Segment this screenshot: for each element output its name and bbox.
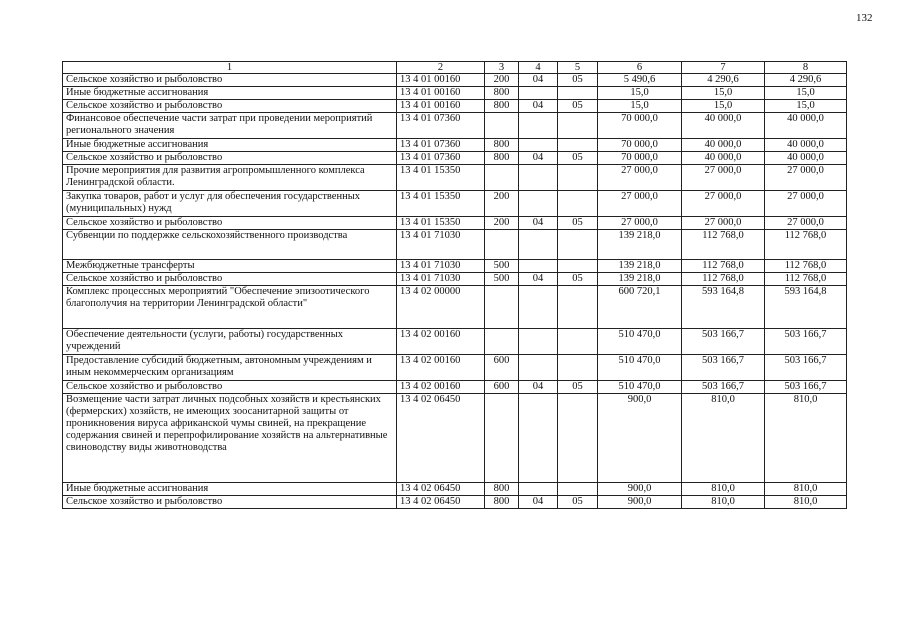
row-amount-year2-cell: 27 000,0 — [682, 191, 765, 217]
row-section-cell — [519, 394, 558, 483]
row-amount-year1-cell: 900,0 — [598, 483, 682, 496]
row-amount-year3-cell: 27 000,0 — [765, 191, 847, 217]
row-name-cell: Прочие мероприятия для развития агропромышленного комплекса Ленинградской области. — [63, 165, 397, 191]
row-amount-year2-cell: 503 166,7 — [682, 381, 765, 394]
budget-table — [62, 61, 847, 509]
row-section-cell: 04 — [519, 152, 558, 165]
table-row — [63, 191, 847, 217]
row-amount-year2-cell: 4 290,6 — [682, 74, 765, 87]
row-code-cell: 13 4 01 07360 — [397, 139, 485, 152]
table-row — [63, 152, 847, 165]
row-expense-type-cell: 800 — [485, 100, 519, 113]
row-section-cell: 04 — [519, 381, 558, 394]
row-name-cell: Иные бюджетные ассигнования — [63, 87, 397, 100]
row-amount-year2-cell: 15,0 — [682, 87, 765, 100]
row-expense-type-cell: 200 — [485, 191, 519, 217]
table-row — [63, 496, 847, 509]
row-amount-year3-cell: 503 166,7 — [765, 355, 847, 381]
row-subsection-cell — [558, 394, 598, 483]
row-amount-year1-cell: 70 000,0 — [598, 139, 682, 152]
row-section-cell — [519, 260, 558, 273]
row-amount-year2-cell: 112 768,0 — [682, 230, 765, 260]
row-amount-year1-cell: 139 218,0 — [598, 230, 682, 260]
row-amount-year1-cell: 5 490,6 — [598, 74, 682, 87]
row-amount-year3-cell: 112 768,0 — [765, 230, 847, 260]
row-name-cell: Межбюджетные трансферты — [63, 260, 397, 273]
row-amount-year1-cell: 27 000,0 — [598, 165, 682, 191]
row-expense-type-cell: 500 — [485, 260, 519, 273]
row-name-cell: Сельское хозяйство и рыболовство — [63, 496, 397, 509]
row-code-cell: 13 4 01 15350 — [397, 217, 485, 230]
row-amount-year1-cell: 27 000,0 — [598, 217, 682, 230]
row-amount-year2-cell: 27 000,0 — [682, 165, 765, 191]
header-row — [63, 62, 847, 74]
row-section-cell: 04 — [519, 217, 558, 230]
table-row — [63, 260, 847, 273]
table-row — [63, 139, 847, 152]
row-amount-year1-cell: 139 218,0 — [598, 273, 682, 286]
row-amount-year1-cell: 600 720,1 — [598, 286, 682, 329]
table-row — [63, 483, 847, 496]
row-section-cell — [519, 191, 558, 217]
row-code-cell: 13 4 02 06450 — [397, 496, 485, 509]
header-cell: 2 — [397, 62, 485, 74]
row-name-cell: Возмещение части затрат личных подсобных хозяйств и крестьянских (фермерских) хозяйств, не имеющих зоосанитарной защиты от проникновения вируса африканской чумы свиней, на прекращение содержания свиней и перепрофилирование хозяйств на альтернативные свиноводству виды животноводства — [63, 394, 397, 483]
row-subsection-cell: 05 — [558, 381, 598, 394]
row-expense-type-cell: 800 — [485, 87, 519, 100]
row-subsection-cell: 05 — [558, 217, 598, 230]
row-section-cell: 04 — [519, 496, 558, 509]
row-amount-year3-cell: 15,0 — [765, 87, 847, 100]
row-amount-year3-cell: 40 000,0 — [765, 113, 847, 139]
row-amount-year3-cell: 4 290,6 — [765, 74, 847, 87]
row-amount-year3-cell: 15,0 — [765, 100, 847, 113]
table-row — [63, 165, 847, 191]
row-amount-year1-cell: 510 470,0 — [598, 381, 682, 394]
row-expense-type-cell: 600 — [485, 381, 519, 394]
row-section-cell — [519, 286, 558, 329]
row-expense-type-cell: 800 — [485, 496, 519, 509]
row-amount-year2-cell: 40 000,0 — [682, 152, 765, 165]
row-expense-type-cell: 500 — [485, 273, 519, 286]
row-name-cell: Финансовое обеспечение части затрат при проведении мероприятий регионального значения — [63, 113, 397, 139]
row-expense-type-cell — [485, 230, 519, 260]
row-amount-year3-cell: 810,0 — [765, 483, 847, 496]
row-expense-type-cell — [485, 329, 519, 355]
row-subsection-cell — [558, 165, 598, 191]
row-subsection-cell — [558, 113, 598, 139]
row-subsection-cell: 05 — [558, 74, 598, 87]
header-cell: 7 — [682, 62, 765, 74]
row-amount-year3-cell: 810,0 — [765, 496, 847, 509]
row-name-cell: Иные бюджетные ассигнования — [63, 139, 397, 152]
row-subsection-cell — [558, 260, 598, 273]
row-subsection-cell — [558, 286, 598, 329]
row-subsection-cell — [558, 483, 598, 496]
row-expense-type-cell — [485, 113, 519, 139]
row-expense-type-cell: 800 — [485, 483, 519, 496]
row-amount-year2-cell: 112 768,0 — [682, 260, 765, 273]
row-name-cell: Предоставление субсидий бюджетным, автономным учреждениям и иным некоммерческим организациям — [63, 355, 397, 381]
row-amount-year1-cell: 70 000,0 — [598, 113, 682, 139]
row-code-cell: 13 4 01 00160 — [397, 74, 485, 87]
row-amount-year2-cell: 810,0 — [682, 394, 765, 483]
row-section-cell — [519, 329, 558, 355]
row-subsection-cell — [558, 355, 598, 381]
row-name-cell: Субвенции по поддержке сельскохозяйственного производства — [63, 230, 397, 260]
header-cell: 3 — [485, 62, 519, 74]
row-section-cell: 04 — [519, 273, 558, 286]
row-amount-year2-cell: 112 768,0 — [682, 273, 765, 286]
row-amount-year2-cell: 40 000,0 — [682, 139, 765, 152]
row-name-cell: Сельское хозяйство и рыболовство — [63, 381, 397, 394]
row-code-cell: 13 4 02 06450 — [397, 394, 485, 483]
row-amount-year3-cell: 112 768,0 — [765, 260, 847, 273]
row-amount-year1-cell: 139 218,0 — [598, 260, 682, 273]
row-code-cell: 13 4 02 00160 — [397, 381, 485, 394]
row-amount-year3-cell: 810,0 — [765, 394, 847, 483]
row-code-cell: 13 4 01 71030 — [397, 230, 485, 260]
row-amount-year2-cell: 27 000,0 — [682, 217, 765, 230]
row-expense-type-cell — [485, 286, 519, 329]
row-section-cell — [519, 483, 558, 496]
row-code-cell: 13 4 02 00000 — [397, 286, 485, 329]
header-cell: 4 — [519, 62, 558, 74]
row-amount-year2-cell: 40 000,0 — [682, 113, 765, 139]
table-row — [63, 329, 847, 355]
table-row — [63, 355, 847, 381]
table-row — [63, 217, 847, 230]
row-section-cell: 04 — [519, 74, 558, 87]
row-amount-year2-cell: 15,0 — [682, 100, 765, 113]
row-amount-year2-cell: 810,0 — [682, 483, 765, 496]
row-expense-type-cell: 200 — [485, 217, 519, 230]
row-section-cell — [519, 87, 558, 100]
row-amount-year3-cell: 503 166,7 — [765, 329, 847, 355]
row-expense-type-cell: 800 — [485, 139, 519, 152]
row-amount-year2-cell: 593 164,8 — [682, 286, 765, 329]
table-row — [63, 74, 847, 87]
row-amount-year1-cell: 510 470,0 — [598, 355, 682, 381]
row-code-cell: 13 4 01 15350 — [397, 191, 485, 217]
row-amount-year2-cell: 503 166,7 — [682, 355, 765, 381]
row-section-cell — [519, 165, 558, 191]
row-amount-year1-cell: 15,0 — [598, 87, 682, 100]
table-row — [63, 113, 847, 139]
row-subsection-cell: 05 — [558, 152, 598, 165]
row-code-cell: 13 4 01 15350 — [397, 165, 485, 191]
header-cell: 5 — [558, 62, 598, 74]
row-code-cell: 13 4 01 07360 — [397, 152, 485, 165]
row-amount-year3-cell: 27 000,0 — [765, 217, 847, 230]
table-row — [63, 273, 847, 286]
row-code-cell: 13 4 01 00160 — [397, 100, 485, 113]
row-amount-year1-cell: 510 470,0 — [598, 329, 682, 355]
row-code-cell: 13 4 01 71030 — [397, 273, 485, 286]
row-amount-year2-cell: 810,0 — [682, 496, 765, 509]
row-section-cell: 04 — [519, 100, 558, 113]
row-amount-year1-cell: 900,0 — [598, 496, 682, 509]
row-amount-year3-cell: 503 166,7 — [765, 381, 847, 394]
row-amount-year3-cell: 112 768,0 — [765, 273, 847, 286]
row-amount-year1-cell: 15,0 — [598, 100, 682, 113]
row-section-cell — [519, 230, 558, 260]
row-code-cell: 13 4 01 71030 — [397, 260, 485, 273]
row-expense-type-cell: 600 — [485, 355, 519, 381]
row-name-cell: Закупка товаров, работ и услуг для обеспечения государственных (муниципальных) нужд — [63, 191, 397, 217]
row-subsection-cell — [558, 329, 598, 355]
header-cell: 1 — [63, 62, 397, 74]
row-section-cell — [519, 139, 558, 152]
row-code-cell: 13 4 01 00160 — [397, 87, 485, 100]
row-code-cell: 13 4 02 00160 — [397, 329, 485, 355]
row-subsection-cell — [558, 191, 598, 217]
row-subsection-cell — [558, 139, 598, 152]
row-subsection-cell: 05 — [558, 273, 598, 286]
row-amount-year1-cell: 900,0 — [598, 394, 682, 483]
row-name-cell: Иные бюджетные ассигнования — [63, 483, 397, 496]
row-subsection-cell: 05 — [558, 496, 598, 509]
table-row — [63, 87, 847, 100]
row-code-cell: 13 4 01 07360 — [397, 113, 485, 139]
row-subsection-cell: 05 — [558, 100, 598, 113]
header-cell: 6 — [598, 62, 682, 74]
table-row — [63, 286, 847, 329]
row-expense-type-cell: 800 — [485, 152, 519, 165]
row-subsection-cell — [558, 87, 598, 100]
row-amount-year3-cell: 27 000,0 — [765, 165, 847, 191]
table-row — [63, 394, 847, 483]
row-name-cell: Сельское хозяйство и рыболовство — [63, 217, 397, 230]
row-section-cell — [519, 113, 558, 139]
row-amount-year1-cell: 70 000,0 — [598, 152, 682, 165]
row-amount-year3-cell: 593 164,8 — [765, 286, 847, 329]
table-row — [63, 381, 847, 394]
page-number: 132 — [856, 12, 873, 24]
header-cell: 8 — [765, 62, 847, 74]
table-row — [63, 100, 847, 113]
table-row — [63, 230, 847, 260]
row-name-cell: Сельское хозяйство и рыболовство — [63, 273, 397, 286]
row-amount-year3-cell: 40 000,0 — [765, 139, 847, 152]
row-name-cell: Комплекс процессных мероприятий "Обеспечение эпизоотического благополучия на территории Ленинградской области" — [63, 286, 397, 329]
row-amount-year2-cell: 503 166,7 — [682, 329, 765, 355]
row-name-cell: Сельское хозяйство и рыболовство — [63, 100, 397, 113]
row-name-cell: Сельское хозяйство и рыболовство — [63, 74, 397, 87]
row-subsection-cell — [558, 230, 598, 260]
row-amount-year1-cell: 27 000,0 — [598, 191, 682, 217]
row-amount-year3-cell: 40 000,0 — [765, 152, 847, 165]
row-code-cell: 13 4 02 00160 — [397, 355, 485, 381]
row-expense-type-cell: 200 — [485, 74, 519, 87]
row-code-cell: 13 4 02 06450 — [397, 483, 485, 496]
row-expense-type-cell — [485, 394, 519, 483]
row-expense-type-cell — [485, 165, 519, 191]
row-name-cell: Обеспечение деятельности (услуги, работы) государственных учреждений — [63, 329, 397, 355]
row-name-cell: Сельское хозяйство и рыболовство — [63, 152, 397, 165]
row-section-cell — [519, 355, 558, 381]
